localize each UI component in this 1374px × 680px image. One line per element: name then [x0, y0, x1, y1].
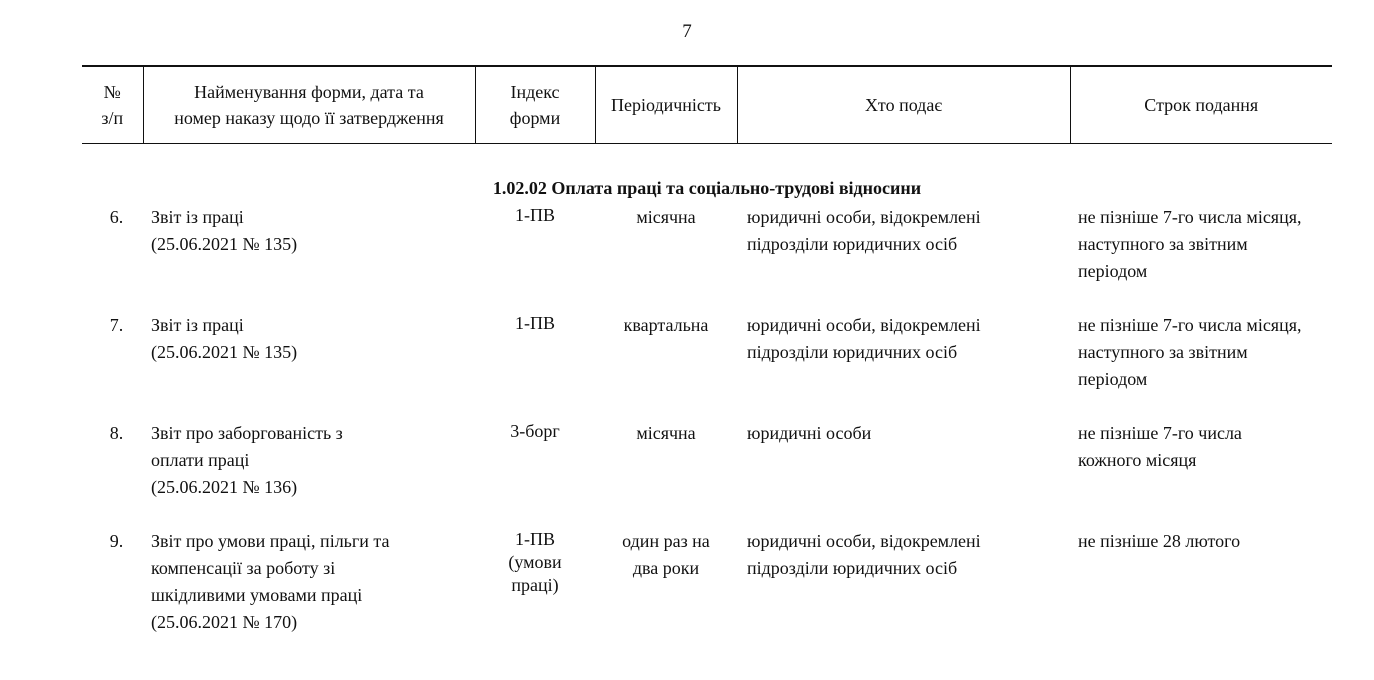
who-submits-line: юридичні особи, відокремлені — [747, 315, 981, 335]
form-name-line: оплати праці — [151, 450, 250, 470]
table-row — [82, 528, 1332, 636]
header-form-name-line: Найменування форми, дата та — [194, 82, 424, 102]
who-submits-cell — [737, 528, 1070, 636]
table-body — [82, 144, 1332, 637]
section-row — [82, 144, 1332, 205]
form-name-cell — [143, 312, 475, 420]
form-index-line: 1-ПВ — [515, 205, 555, 225]
periodicity-cell — [595, 312, 737, 420]
form-name-cell — [143, 420, 475, 528]
form-name-line: Звіт із праці — [151, 315, 244, 335]
reporting-forms-table — [82, 65, 1332, 636]
header-number — [82, 66, 143, 144]
submission-term-line: не пізніше 7-го числа місяця, — [1078, 315, 1302, 335]
periodicity-line: місячна — [636, 423, 696, 443]
form-index-cell — [475, 204, 595, 312]
form-name-line: компенсації за роботу зі — [151, 558, 336, 578]
periodicity-line: два роки — [632, 558, 700, 578]
periodicity-line: місячна — [636, 207, 696, 227]
who-submits-line: підрозділи юридичних осіб — [747, 342, 958, 362]
submission-term-line: не пізніше 7-го числа місяця, — [1078, 207, 1302, 227]
section-title: 1.02.02 Оплата праці та соціально-трудові відносини — [492, 178, 922, 198]
submission-term-cell — [1070, 420, 1332, 528]
who-submits-line: підрозділи юридичних осіб — [747, 558, 958, 578]
page-number: 7 — [682, 21, 692, 42]
form-name-line: шкідливими умовами праці — [151, 585, 363, 605]
who-submits-cell — [737, 312, 1070, 420]
form-index-line: (умови — [508, 552, 562, 572]
table-row — [82, 204, 1332, 312]
periodicity-cell — [595, 528, 737, 636]
form-name-line: Звіт із праці — [151, 207, 244, 227]
table-header — [82, 66, 1332, 144]
form-name-line: Звіт про умови праці, пільги та — [151, 531, 390, 551]
header-form-name-line: номер наказу щодо її затвердження — [174, 108, 444, 128]
who-submits-line: підрозділи юридичних осіб — [747, 234, 958, 254]
table-row — [82, 420, 1332, 528]
table-row — [82, 312, 1332, 420]
header-form-index — [475, 66, 595, 144]
row-number-cell: 8. — [109, 423, 124, 443]
submission-term-cell — [1070, 312, 1332, 420]
form-index-line: 1-ПВ — [515, 313, 555, 333]
form-index-line: 3-борг — [510, 421, 560, 441]
form-index-cell — [475, 528, 595, 636]
periodicity-line: один раз на — [622, 531, 710, 551]
who-submits-cell — [737, 204, 1070, 312]
form-index-line: праці) — [511, 575, 559, 595]
row-number-cell: 9. — [109, 531, 124, 551]
periodicity-line: квартальна — [623, 315, 709, 335]
who-submits-line: юридичні особи — [747, 423, 872, 443]
form-index-cell — [475, 312, 595, 420]
submission-term-line: не пізніше 28 лютого — [1078, 531, 1241, 551]
submission-term-line: періодом — [1078, 261, 1148, 281]
form-index-line: 1-ПВ — [515, 529, 555, 549]
submission-term-cell — [1070, 204, 1332, 312]
who-submits-cell — [737, 420, 1070, 528]
submission-term-line: періодом — [1078, 369, 1148, 389]
form-name-line: (25.06.2021 № 135) — [151, 234, 298, 254]
form-name-cell — [143, 528, 475, 636]
header-number-line: з/п — [101, 108, 124, 128]
form-index-cell — [475, 420, 595, 528]
form-name-line: (25.06.2021 № 135) — [151, 342, 298, 362]
row-number-cell: 6. — [109, 207, 124, 227]
header-form-index-line: Індекс — [510, 82, 560, 102]
header-form-name — [143, 66, 475, 144]
header-form-index-line: форми — [509, 108, 561, 128]
who-submits-line: юридичні особи, відокремлені — [747, 531, 981, 551]
submission-term-line: не пізніше 7-го числа — [1078, 423, 1242, 443]
form-name-line: (25.06.2021 № 170) — [151, 612, 298, 632]
row-number-cell: 7. — [109, 315, 124, 335]
form-name-line: Звіт про заборгованість з — [151, 423, 343, 443]
form-name-cell — [143, 204, 475, 312]
form-name-line: (25.06.2021 № 136) — [151, 477, 298, 497]
header-periodicity: Періодичність — [595, 66, 737, 144]
periodicity-cell — [595, 420, 737, 528]
submission-term-line: наступного за звітним — [1078, 342, 1248, 362]
periodicity-cell — [595, 204, 737, 312]
header-number-line: № — [103, 82, 121, 102]
submission-term-cell — [1070, 528, 1332, 636]
header-who-submits: Хто подає — [737, 66, 1070, 144]
who-submits-line: юридичні особи, відокремлені — [747, 207, 981, 227]
submission-term-line: кожного місяця — [1078, 450, 1197, 470]
header-submission-term: Строк подання — [1070, 66, 1332, 144]
submission-term-line: наступного за звітним — [1078, 234, 1248, 254]
